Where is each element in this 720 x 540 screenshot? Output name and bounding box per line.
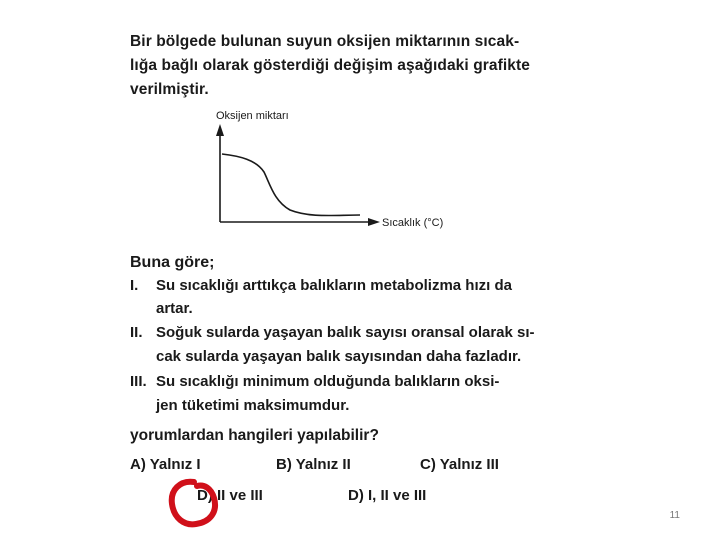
option-e[interactable]: D) I, II ve III: [348, 487, 427, 504]
graph-y-axis-arrow: [216, 124, 224, 136]
statement-2: [130, 324, 535, 341]
statement-3-line-1: Su sıcaklığı minimum olduğunda balıkların oksi-: [156, 373, 500, 390]
statement-3: [130, 373, 499, 390]
statement-1: [130, 277, 512, 294]
statement-2-line-2: cak sularda yaşayan balık sayısından daha fazladır.: [156, 348, 522, 365]
option-a[interactable]: A) Yalnız I: [130, 456, 201, 473]
statement-2-number: II.: [130, 324, 143, 341]
statement-1-line-2: artar.: [156, 300, 193, 317]
page-number: 11: [669, 510, 680, 521]
option-d[interactable]: D) II ve III: [197, 487, 263, 504]
statement-3-number: III.: [130, 373, 147, 390]
question-prompt: yorumlardan hangileri yapılabilir?: [130, 427, 379, 444]
statement-2-line-1: Soğuk sularda yaşayan balık sayısı oransal olarak sı-: [156, 324, 535, 341]
question-intro: [130, 30, 570, 102]
option-c[interactable]: C) Yalnız III: [420, 456, 499, 473]
oxygen-curve: [222, 154, 360, 216]
intro-line-1: Bir bölgede bulunan suyun oksijen miktarının sıcak-: [130, 33, 520, 50]
graph-x-label: Sıcaklık (°C): [382, 217, 444, 229]
option-b[interactable]: B) Yalnız II: [276, 456, 351, 473]
statement-3-line-2: jen tüketimi maksimumdur.: [156, 397, 350, 414]
oxygen-temperature-graph: [200, 106, 500, 234]
buna-gore-heading: Buna göre;: [130, 254, 215, 271]
answer-circle-annotation: [164, 476, 224, 532]
graph-x-axis-arrow: [368, 218, 380, 226]
statement-1-line-1: Su sıcaklığı arttıkça balıkların metabolizma hızı da: [156, 277, 512, 294]
intro-line-3: verilmiştir.: [130, 81, 209, 98]
graph-y-label: Oksijen miktarı: [216, 110, 289, 122]
statement-1-number: I.: [130, 277, 139, 294]
intro-line-2: lığa bağlı olarak gösterdiği değişim aşağıdaki grafikte: [130, 57, 531, 74]
